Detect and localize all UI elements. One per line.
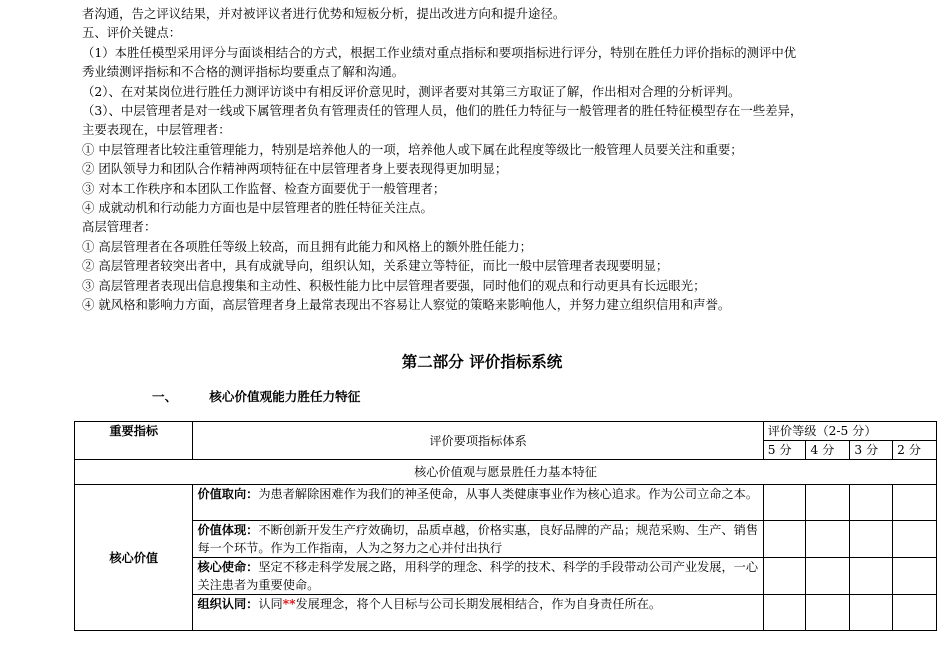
- item-label: 价值取向：: [197, 487, 259, 501]
- subsection-title: 核心价值观能力胜任力特征: [209, 389, 361, 404]
- paragraph-line: 高层管理者：: [82, 219, 157, 235]
- paragraph-line: 五、评价关键点：: [82, 25, 182, 41]
- paragraph-line: ④ 就风格和影响力方面，高层管理者身上最常表现出不容易让人察觉的策略来影响他人，并努力建立组织信用和声誉。: [82, 297, 731, 313]
- item-text: 坚定不移走科学发展之路，用科学的理念、科学的技术、科学的手段带动公司产业发展，一心关注患者为重要使命。: [197, 560, 759, 592]
- header-key-indicator: 重要指标: [75, 422, 193, 460]
- score-cell[interactable]: [850, 521, 893, 558]
- paragraph-line: ③ 对本工作秩序和本团队工作监督、检查方面要优于一般管理者；: [82, 180, 446, 196]
- redacted-mark: **: [282, 597, 296, 611]
- score-cell[interactable]: [806, 558, 850, 595]
- item-cell: [193, 485, 763, 521]
- subsection-number: 一、: [152, 389, 178, 404]
- paragraph-line: ④ 成就动机和行动能力方面也是中层管理者的胜任特征关注点。: [82, 200, 433, 216]
- grade-2: 2 分: [893, 441, 937, 460]
- item-label: 组织认同：: [197, 597, 259, 611]
- item-text: 不断创新开发生产疗效确切，品质卓越，价格实惠，良好品牌的产品；规范采购、生产、销售每一个环节。作为工作指南，人为之努力之心并付出执行: [197, 523, 759, 555]
- grade-5: 5 分: [763, 441, 806, 460]
- body-paragraphs: [82, 0, 882, 315]
- paragraph-line: （3）、中层管理者是对一线或下属管理者负有管理责任的管理人员，他们的胜任力特征与一般管理者的胜任特征模型存在一些差异，: [82, 103, 803, 119]
- document-page: [82, 0, 921, 611]
- paragraph-line: （2）、在对某岗位进行胜任力测评访谈中有相反评价意见时，测评者要对其第三方取证了解，作出相对合理的分析评判。: [82, 83, 741, 99]
- paragraph-line: ① 高层管理者在各项胜任等级上较高，而且拥有此能力和风格上的额外胜任能力；: [82, 238, 533, 254]
- grade-3: 3 分: [850, 441, 893, 460]
- item-text: 为患者解除困难作为我们的神圣使命，从事人类健康事业作为核心追求。作为公司立命之本。: [258, 487, 759, 501]
- paragraph-line: 秀业绩测评指标和不合格的测评指标均要重点了解和沟通。: [82, 64, 405, 80]
- band-row: 核心价值观与愿景胜任力基本特征: [75, 460, 937, 485]
- score-cell[interactable]: [763, 485, 806, 521]
- paragraph-line: （1）本胜任模型采用评分与面谈相结合的方式，根据工作业绩对重点指标和要项指标进行评分，特别在胜任力评价指标的测评中优: [82, 44, 797, 60]
- score-cell[interactable]: [850, 595, 893, 631]
- score-cell[interactable]: [893, 558, 937, 595]
- header-item-system: 评价要项指标体系: [193, 422, 763, 460]
- score-cell[interactable]: [806, 595, 850, 631]
- score-cell[interactable]: [763, 521, 806, 558]
- paragraph-line: ② 高层管理者较突出者中，具有成就导向，组织认知，关系建立等特征，而比一般中层管理者表现要明显；: [82, 258, 669, 274]
- score-cell[interactable]: [893, 595, 937, 631]
- paragraph-line: 主要表现在，中层管理者：: [82, 122, 231, 138]
- score-cell[interactable]: [806, 485, 850, 521]
- score-cell[interactable]: [763, 595, 806, 631]
- paragraph-line: ① 中层管理者比较注重管理能力，特别是培养他人的一项，培养他人或下属在此程度等级比一般管理人员要关注和重要；: [82, 141, 743, 157]
- item-label: 核心使命：: [197, 560, 259, 574]
- score-cell[interactable]: [893, 485, 937, 521]
- item-text-prefix: 认同: [258, 597, 283, 611]
- item-cell: [193, 521, 763, 558]
- item-cell: [193, 595, 763, 631]
- score-cell[interactable]: [806, 521, 850, 558]
- score-cell[interactable]: [763, 558, 806, 595]
- score-cell[interactable]: [850, 558, 893, 595]
- paragraph-line: ③ 高层管理者表现出信息搜集和主动性、积极性能力比中层管理者要强，同时他们的观点和行动更具有长远眼光；: [82, 277, 706, 293]
- paragraph-line: 者沟通，告之评议结果，并对被评议者进行优势和短板分析，提出改进方向和提升途径。: [82, 6, 566, 21]
- item-text: 发展理念，将个人目标与公司长期发展相结合，作为自身责任所在。: [295, 597, 662, 611]
- group-core-value: 核心价值: [75, 485, 193, 631]
- section-title: 第二部分 评价指标系统: [401, 353, 563, 371]
- paragraph-line: ② 团队领导力和团队合作精神两项特征在中层管理者身上要表现得更加明显；: [82, 161, 508, 177]
- header-grade: 评价等级（2-5 分）: [763, 422, 936, 441]
- subsection-heading: [152, 386, 360, 405]
- item-label: 价值体现：: [197, 523, 259, 537]
- item-cell: [193, 558, 763, 595]
- grade-4: 4 分: [806, 441, 850, 460]
- score-cell[interactable]: [893, 521, 937, 558]
- score-cell[interactable]: [850, 485, 893, 521]
- evaluation-table: [74, 421, 937, 631]
